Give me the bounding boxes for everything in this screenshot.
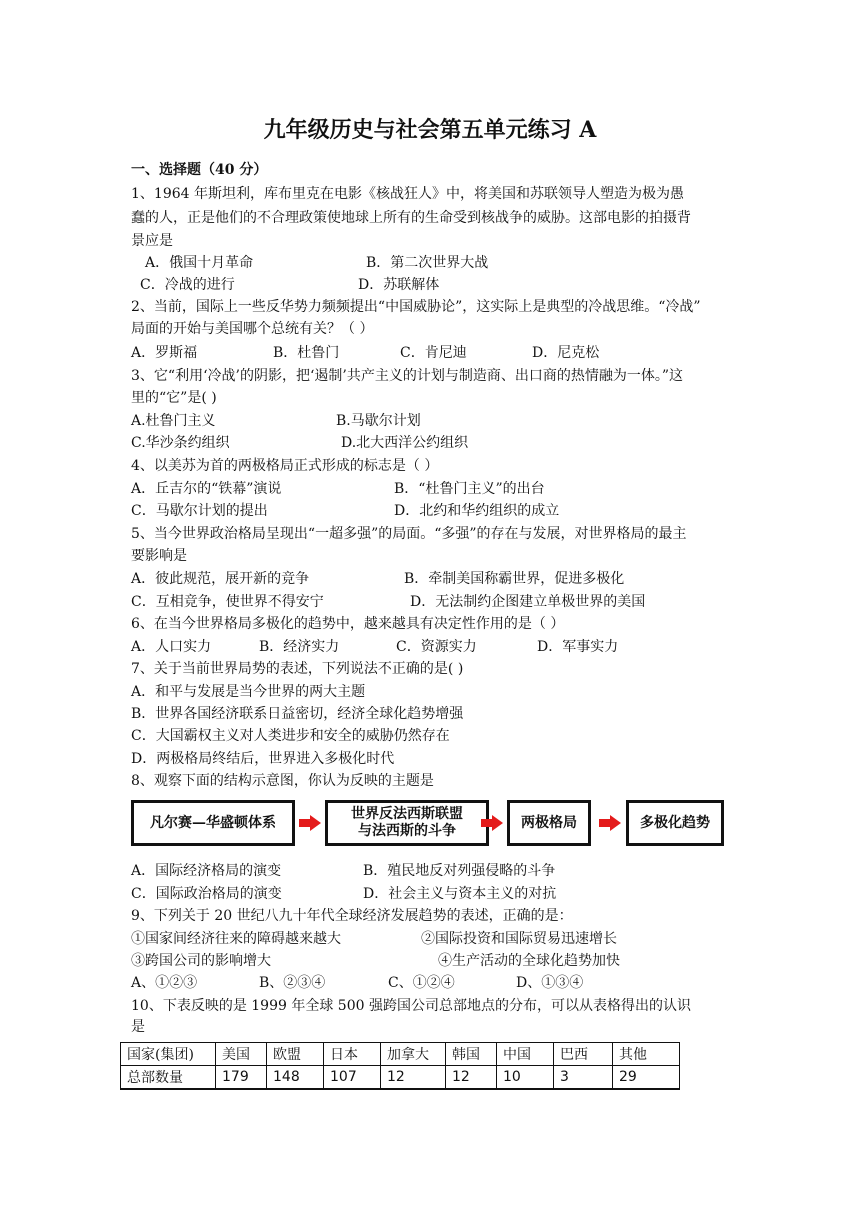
- question-9-statement-1: ①国家间经济往来的障碍越来越大: [131, 931, 341, 947]
- question-10-text-line-2: 是: [131, 1019, 145, 1035]
- table-cell: 29: [613, 1066, 680, 1090]
- question-5-option-c: C．互相竞争，使世界不得安宁: [131, 594, 324, 610]
- question-9-statement-3: ③跨国公司的影响增大: [131, 953, 271, 969]
- question-7-option-b: B．世界各国经济联系日益密切，经济全球化趋势增强: [131, 706, 464, 722]
- question-6-option-d: D．军事实力: [537, 639, 619, 655]
- table-header-cell: 其他: [613, 1043, 680, 1066]
- question-9-statement-2: ②国际投资和国际贸易迅速增长: [421, 931, 617, 947]
- flow-box-line-1: 世界反法西斯联盟: [351, 806, 463, 822]
- question-1-option-c: C．冷战的进行: [140, 277, 235, 293]
- table-cell: 12: [381, 1066, 446, 1090]
- flow-box-antifascist-alliance: [325, 800, 489, 846]
- question-2-option-b: B．杜鲁门: [273, 345, 340, 361]
- table-header-cell: 美国: [216, 1043, 267, 1066]
- question-6-option-b: B．经济实力: [259, 639, 340, 655]
- question-9-statement-4: ④生产活动的全球化趋势加快: [438, 953, 620, 969]
- question-7-option-d: D．两极格局终结后，世界进入多极化时代: [131, 751, 395, 767]
- flow-box-bipolar-pattern: 两极格局: [507, 800, 591, 846]
- question-4-option-b: B．“杜鲁门主义”的出台: [394, 481, 545, 497]
- question-8-text-line-1: 8、观察下面的结构示意图，你认为反映的主题是: [131, 773, 434, 789]
- question-4-option-a: A．丘吉尔的“铁幕”演说: [131, 481, 282, 497]
- table-header-cell: 韩国: [446, 1043, 497, 1066]
- question-9-option-b: B、②③④: [259, 975, 326, 991]
- question-1-option-a: A．俄国十月革命: [145, 255, 254, 271]
- question-5-option-d: D．无法制约企图建立单极世界的美国: [410, 594, 646, 610]
- table-cell: 148: [267, 1066, 324, 1090]
- question-6-text-line-1: 6、在当今世界格局多极化的趋势中，越来越具有决定性作用的是（ ）: [131, 616, 565, 632]
- question-9-option-a: A、①②③: [131, 975, 198, 991]
- table-cell: 107: [324, 1066, 381, 1090]
- question-2-text-line-1: 2、当前，国际上一些反华势力频频提出“中国威胁论”，这实际上是典型的冷战思维。“冷战”: [131, 299, 701, 315]
- question-1-text-line-1: 1、1964 年斯坦利，库布里克在电影《核战狂人》中，将美国和苏联领导人塑造为极为愚: [131, 186, 684, 202]
- table-cell: 10: [497, 1066, 554, 1090]
- question-3-text-line-2: 里的“它”是( ): [131, 390, 217, 406]
- question-5-text-line-2: 要影响是: [131, 548, 187, 564]
- question-5-text-line-1: 5、当今世界政治格局呈现出“一超多强”的局面。“多强”的存在与发展，对世界格局的最主: [131, 526, 687, 542]
- question-2-option-d: D．尼克松: [532, 345, 600, 361]
- question-6-option-c: C．资源实力: [396, 639, 477, 655]
- question-3-option-c: C.华沙条约组织: [131, 435, 230, 451]
- section-heading: 一、选择题（40 分）: [131, 162, 268, 178]
- table-header-cell: 欧盟: [267, 1043, 324, 1066]
- table-cell: 3: [554, 1066, 613, 1090]
- question-8-option-a: A．国际经济格局的演变: [131, 863, 282, 879]
- question-6-option-a: A．人口实力: [131, 639, 212, 655]
- question-3-option-a: A.杜鲁门主义: [131, 413, 216, 429]
- table-header-cell: 巴西: [554, 1043, 613, 1066]
- question-2-text-line-2: 局面的开始与美国哪个总统有关？（ ）: [131, 321, 374, 337]
- table-header-cell: 日本: [324, 1043, 381, 1066]
- question-1-text-line-2: 蠢的人，正是他们的不合理政策使地球上所有的生命受到核战争的威胁。这部电影的拍摄背: [131, 210, 691, 226]
- question-2-option-c: C．肯尼迪: [400, 345, 467, 361]
- flow-arrow-icon: [299, 815, 321, 831]
- question-9-option-c: C、①②④: [388, 975, 455, 991]
- table-cell: 179: [216, 1066, 267, 1090]
- question-3-option-b: B.马歇尔计划: [336, 413, 421, 429]
- table-row: [121, 1066, 680, 1090]
- flow-box-multipolar-trend: 多极化趋势: [626, 800, 724, 846]
- question-10-text-line-1: 10、下表反映的是 1999 年全球 500 强跨国公司总部地点的分布，可以从表格得出的认识: [131, 998, 691, 1014]
- table-cell: 12: [446, 1066, 497, 1090]
- question-8-option-c: C．国际政治格局的演变: [131, 886, 282, 902]
- question-8-option-d: D．社会主义与资本主义的对抗: [363, 886, 557, 902]
- page-title: 九年级历史与社会第五单元练习 A: [263, 117, 597, 143]
- table-header-cell: 中国: [497, 1043, 554, 1066]
- question-5-option-a: A．彼此规范，展开新的竞争: [131, 571, 310, 587]
- table-header-row: [121, 1043, 680, 1066]
- flow-box-versailles-washington: 凡尔赛—华盛顿体系: [131, 800, 295, 846]
- flow-arrow-icon: [599, 815, 621, 831]
- question-9-text-line-1: 9、下列关于 20 世纪八九十年代全球经济发展趋势的表述，正确的是：: [131, 908, 573, 924]
- question-4-option-c: C．马歇尔计划的提出: [131, 503, 268, 519]
- question-3-text-line-1: 3、它“利用‘冷战’的阴影，把‘遏制’共产主义的计划与制造商、出口商的热情融为一体。”这: [131, 368, 684, 384]
- question-1-option-d: D．苏联解体: [358, 277, 440, 293]
- question-2-option-a: A．罗斯福: [131, 345, 198, 361]
- question-4-text-line-1: 4、以美苏为首的两极格局正式形成的标志是（ ）: [131, 458, 439, 474]
- question-9-option-d: D、①③④: [516, 975, 584, 991]
- question-7-option-c: C．大国霸权主义对人类进步和安全的威胁仍然存在: [131, 728, 450, 744]
- question-7-text-line-1: 7、关于当前世界局势的表述，下列说法不正确的是( ): [131, 661, 464, 677]
- table-header-cell: 国家(集团): [121, 1043, 216, 1066]
- question-5-option-b: B．牵制美国称霸世界，促进多极化: [404, 571, 625, 587]
- table-row-label: 总部数量: [121, 1066, 216, 1090]
- structure-diagram: [131, 798, 725, 850]
- flow-box-line-2: 与法西斯的斗争: [358, 823, 456, 839]
- question-4-option-d: D．北约和华约组织的成立: [394, 503, 560, 519]
- question-8-option-b: B．殖民地反对列强侵略的斗争: [363, 863, 556, 879]
- table-header-cell: 加拿大: [381, 1043, 446, 1066]
- headquarters-table: [120, 1042, 680, 1090]
- question-7-option-a: A．和平与发展是当今世界的两大主题: [131, 684, 366, 700]
- question-1-option-b: B．第二次世界大战: [366, 255, 489, 271]
- flow-arrow-icon: [481, 815, 503, 831]
- question-1-text-line-3: 景应是: [131, 233, 173, 249]
- question-3-option-d: D.北大西洋公约组织: [341, 435, 469, 451]
